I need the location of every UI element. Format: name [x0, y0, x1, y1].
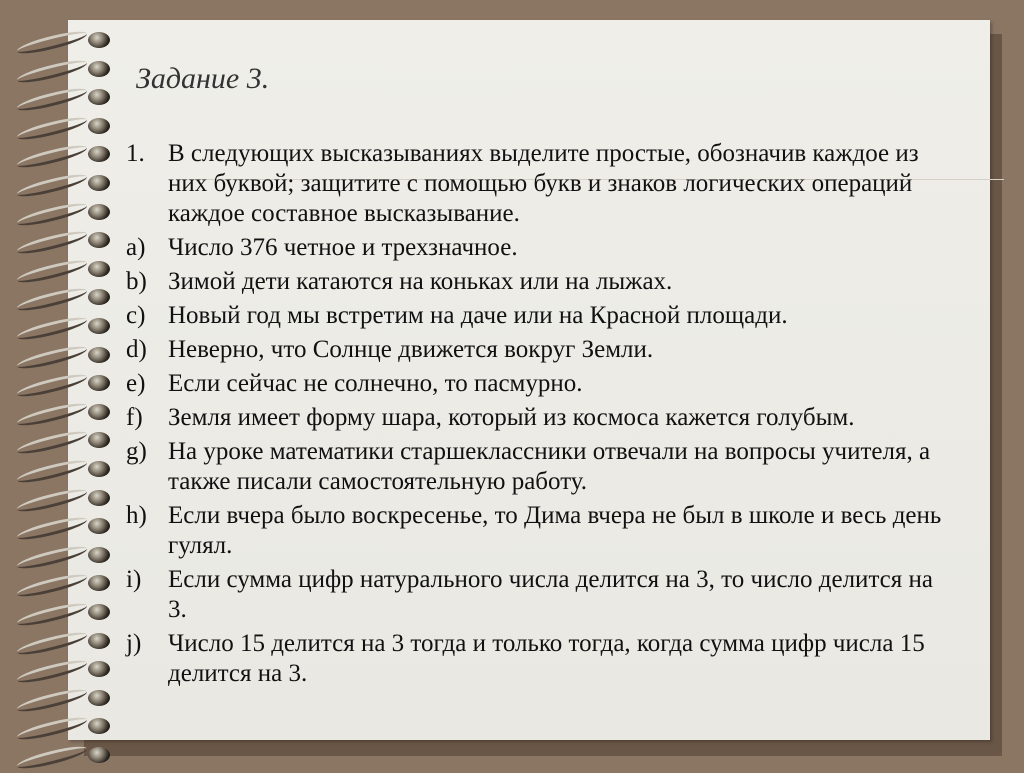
binding-hole: [88, 547, 110, 563]
coil-wire: [15, 628, 88, 658]
spiral-coil: [10, 57, 110, 83]
list-marker: j): [126, 630, 142, 657]
statement-text: Число 15 делится на 3 тогда и только тогда, когда сумма цифр числа 15 делится на 3.: [168, 630, 925, 687]
binding-hole: [88, 718, 110, 734]
list-item: [126, 629, 946, 689]
coil-wire: [15, 542, 88, 572]
list-marker: e): [126, 370, 146, 397]
list-marker: h): [126, 502, 147, 529]
statement-text: Если сейчас не солнечно, то пасмурно.: [168, 370, 583, 397]
coil-wire: [15, 456, 88, 486]
statement-text: Если сумма цифр натурального числа делится на 3, то число делится на 3.: [168, 566, 933, 623]
binding-hole: [88, 404, 110, 420]
binding-hole: [88, 347, 110, 363]
statement-text: Зимой дети катаются на коньках или на лыжах.: [168, 268, 673, 295]
binding-hole: [88, 661, 110, 677]
spiral-coil: [10, 457, 110, 483]
task-content: [126, 139, 946, 693]
list-item: [126, 267, 946, 297]
binding-hole: [88, 118, 110, 134]
spiral-coil: [10, 371, 110, 397]
spiral-coil: [10, 486, 110, 512]
spiral-coil: [10, 85, 110, 111]
list-marker: c): [126, 302, 146, 329]
coil-wire: [15, 599, 88, 629]
coil-wire: [15, 485, 88, 515]
spiral-coil: [10, 743, 110, 769]
coil-wire: [15, 571, 88, 601]
binding-hole: [88, 289, 110, 305]
list-marker: i): [126, 566, 142, 593]
spiral-coil: [10, 142, 110, 168]
statement-text: Новый год мы встретим на даче или на Красной площади.: [168, 302, 788, 329]
binding-hole: [88, 318, 110, 334]
list-item: [126, 403, 946, 433]
binding-hole: [88, 204, 110, 220]
spiral-binding: [0, 0, 110, 768]
binding-hole: [88, 747, 110, 763]
coil-wire: [15, 657, 88, 687]
coil-wire: [15, 313, 88, 343]
spiral-coil: [10, 343, 110, 369]
binding-hole: [88, 690, 110, 706]
binding-hole: [88, 490, 110, 506]
binding-hole: [88, 261, 110, 277]
statement-text: Если вчера было воскресенье, то Дима вчера не был в школе и весь день гулял.: [168, 502, 942, 559]
coil-wire: [15, 27, 88, 57]
coil-wire: [15, 714, 88, 744]
spiral-coil: [10, 171, 110, 197]
coil-wire: [15, 285, 88, 315]
spiral-coil: [10, 200, 110, 226]
coil-wire: [15, 113, 88, 143]
spiral-coil: [10, 285, 110, 311]
coil-wire: [15, 56, 88, 86]
coil-wire: [15, 685, 88, 715]
coil-wire: [15, 514, 88, 544]
list-marker: 1.: [126, 140, 145, 167]
binding-hole: [88, 461, 110, 477]
coil-wire: [15, 142, 88, 172]
spiral-coil: [10, 514, 110, 540]
list-item: [126, 369, 946, 399]
list-item: [126, 437, 946, 497]
coil-wire: [15, 85, 88, 115]
list-marker: d): [126, 336, 147, 363]
spiral-coil: [10, 571, 110, 597]
spiral-coil: [10, 114, 110, 140]
binding-hole: [88, 146, 110, 162]
binding-hole: [88, 518, 110, 534]
spiral-coil: [10, 428, 110, 454]
list-item: [126, 565, 946, 625]
binding-hole: [88, 575, 110, 591]
slide-title: Задание 3.: [136, 62, 270, 95]
spiral-coil: [10, 28, 110, 54]
binding-hole: [88, 375, 110, 391]
list-item: [126, 301, 946, 331]
spiral-coil: [10, 629, 110, 655]
binding-hole: [88, 633, 110, 649]
spiral-coil: [10, 657, 110, 683]
binding-hole: [88, 89, 110, 105]
spiral-coil: [10, 686, 110, 712]
list-marker: a): [126, 234, 146, 261]
spiral-coil: [10, 257, 110, 283]
statement-text: Число 376 четное и трехзначное.: [168, 234, 518, 261]
spiral-coil: [10, 714, 110, 740]
spiral-coil: [10, 314, 110, 340]
statement-list: [126, 233, 946, 689]
list-marker: f): [126, 404, 143, 431]
binding-hole: [88, 61, 110, 77]
spiral-coil: [10, 400, 110, 426]
coil-wire: [15, 399, 88, 429]
coil-wire: [15, 428, 88, 458]
list-marker: b): [126, 268, 147, 295]
spiral-coil: [10, 600, 110, 626]
intro-text: В следующих высказываниях выделите простые, обозначив каждое из них буквой; защитите с помощью букв и знаков логических операций каждое составное высказывание.: [168, 140, 919, 227]
spiral-coil: [10, 543, 110, 569]
binding-hole: [88, 32, 110, 48]
coil-wire: [15, 371, 88, 401]
binding-hole: [88, 232, 110, 248]
coil-wire: [15, 342, 88, 372]
coil-wire: [15, 228, 88, 258]
list-item: [126, 233, 946, 263]
statement-text: Земля имеет форму шара, который из космоса кажется голубым.: [168, 404, 855, 431]
statement-text: На уроке математики старшеклассники отвечали на вопросы учителя, а также писали самостоятельную работу.: [168, 438, 931, 495]
list-marker: g): [126, 438, 147, 465]
spiral-coil: [10, 228, 110, 254]
task-intro: [126, 139, 946, 229]
coil-wire: [15, 742, 88, 772]
coil-wire: [15, 199, 88, 229]
statement-text: Неверно, что Солнце движется вокруг Земли.: [168, 336, 654, 363]
list-item: [126, 335, 946, 365]
binding-hole: [88, 175, 110, 191]
binding-hole: [88, 604, 110, 620]
list-item: [126, 501, 946, 561]
binding-hole: [88, 432, 110, 448]
coil-wire: [15, 170, 88, 200]
coil-wire: [15, 256, 88, 286]
